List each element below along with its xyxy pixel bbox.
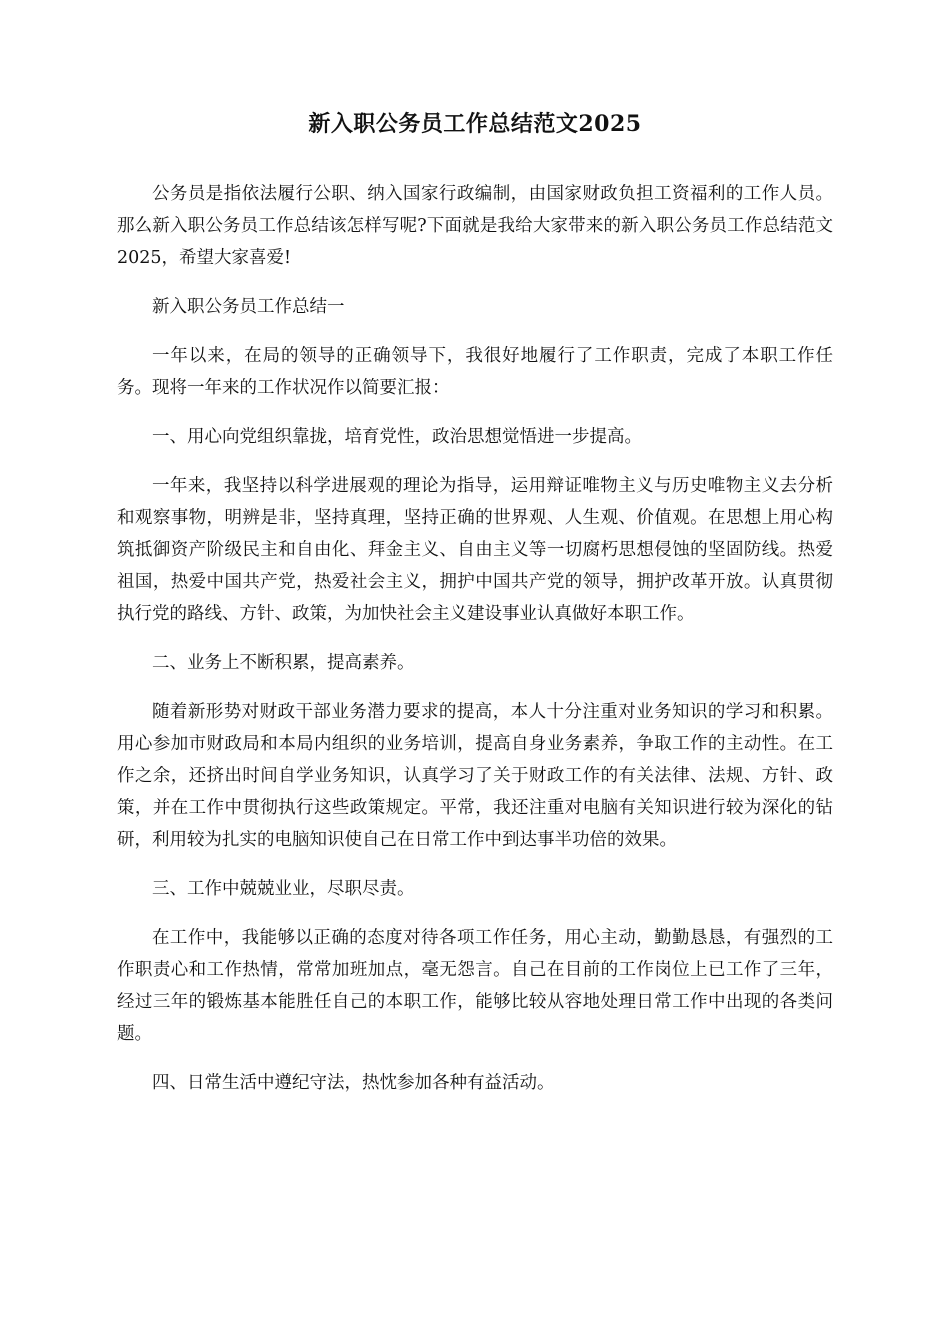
page-title: 新入职公务员工作总结范文2025 [308, 111, 642, 137]
body-paragraph: 随着新形势对财政干部业务潜力要求的提高，本人十分注重对业务知识的学习和积累。用心参加市财政局和本局内组织的业务培训，提高自身业务素养，争取工作的主动性。在工作之余，还挤出时间自学业务知识，认真学习了关于财政工作的有关法律、法规、方针、政策，并在工作中贯彻执行这些政策规定。平常，我还注重对电脑有关知识进行较为深化的钻研，利用较为扎实的电脑知识使自己在日常工作中到达事半功倍的效果。 [117, 702, 833, 850]
intro-paragraph: 公务员是指依法履行公职、纳入国家行政编制，由国家财政负担工资福利的工作人员。那么新入职公务员工作总结该怎样写呢?下面就是我给大家带来的新入职公务员工作总结范文2025，希望大家喜爱! [117, 184, 833, 268]
body-paragraph: 一年以来，在局的领导的正确领导下，我很好地履行了工作职责，完成了本职工作任务。现将一年来的工作状况作以简要汇报： [117, 346, 833, 398]
section-heading-3: 三、工作中兢兢业业，尽职尽责。 [152, 879, 415, 899]
section-heading-summary-one: 新入职公务员工作总结一 [152, 297, 345, 317]
document-page [117, 108, 833, 1116]
body-paragraph: 在工作中，我能够以正确的态度对待各项工作任务，用心主动，勤勤恳恳，有强烈的工作职责心和工作热情，常常加班加点，毫无怨言。自己在目前的工作岗位上已工作了三年，经过三年的锻炼基本能胜任自己的本职工作，能够比较从容地处理日常工作中出现的各类问题。 [117, 928, 833, 1044]
body-paragraph: 一年来，我坚持以科学进展观的理论为指导，运用辩证唯物主义与历史唯物主义去分析和观察事物，明辨是非，坚持真理，坚持正确的世界观、人生观、价值观。在思想上用心构筑抵御资产阶级民主和自由化、拜金主义、自由主义等一切腐朽思想侵蚀的坚固防线。热爱祖国，热爱中国共产党，热爱社会主义，拥护中国共产党的领导，拥护改革开放。认真贯彻执行党的路线、方针、政策，为加快社会主义建设事业认真做好本职工作。 [117, 476, 833, 624]
section-heading-4: 四、日常生活中遵纪守法，热忱参加各种有益活动。 [152, 1073, 555, 1093]
section-heading-2: 二、业务上不断积累，提高素养。 [152, 653, 415, 673]
section-heading-1: 一、用心向党组织靠拢，培育党性，政治思想觉悟进一步提高。 [152, 427, 642, 447]
